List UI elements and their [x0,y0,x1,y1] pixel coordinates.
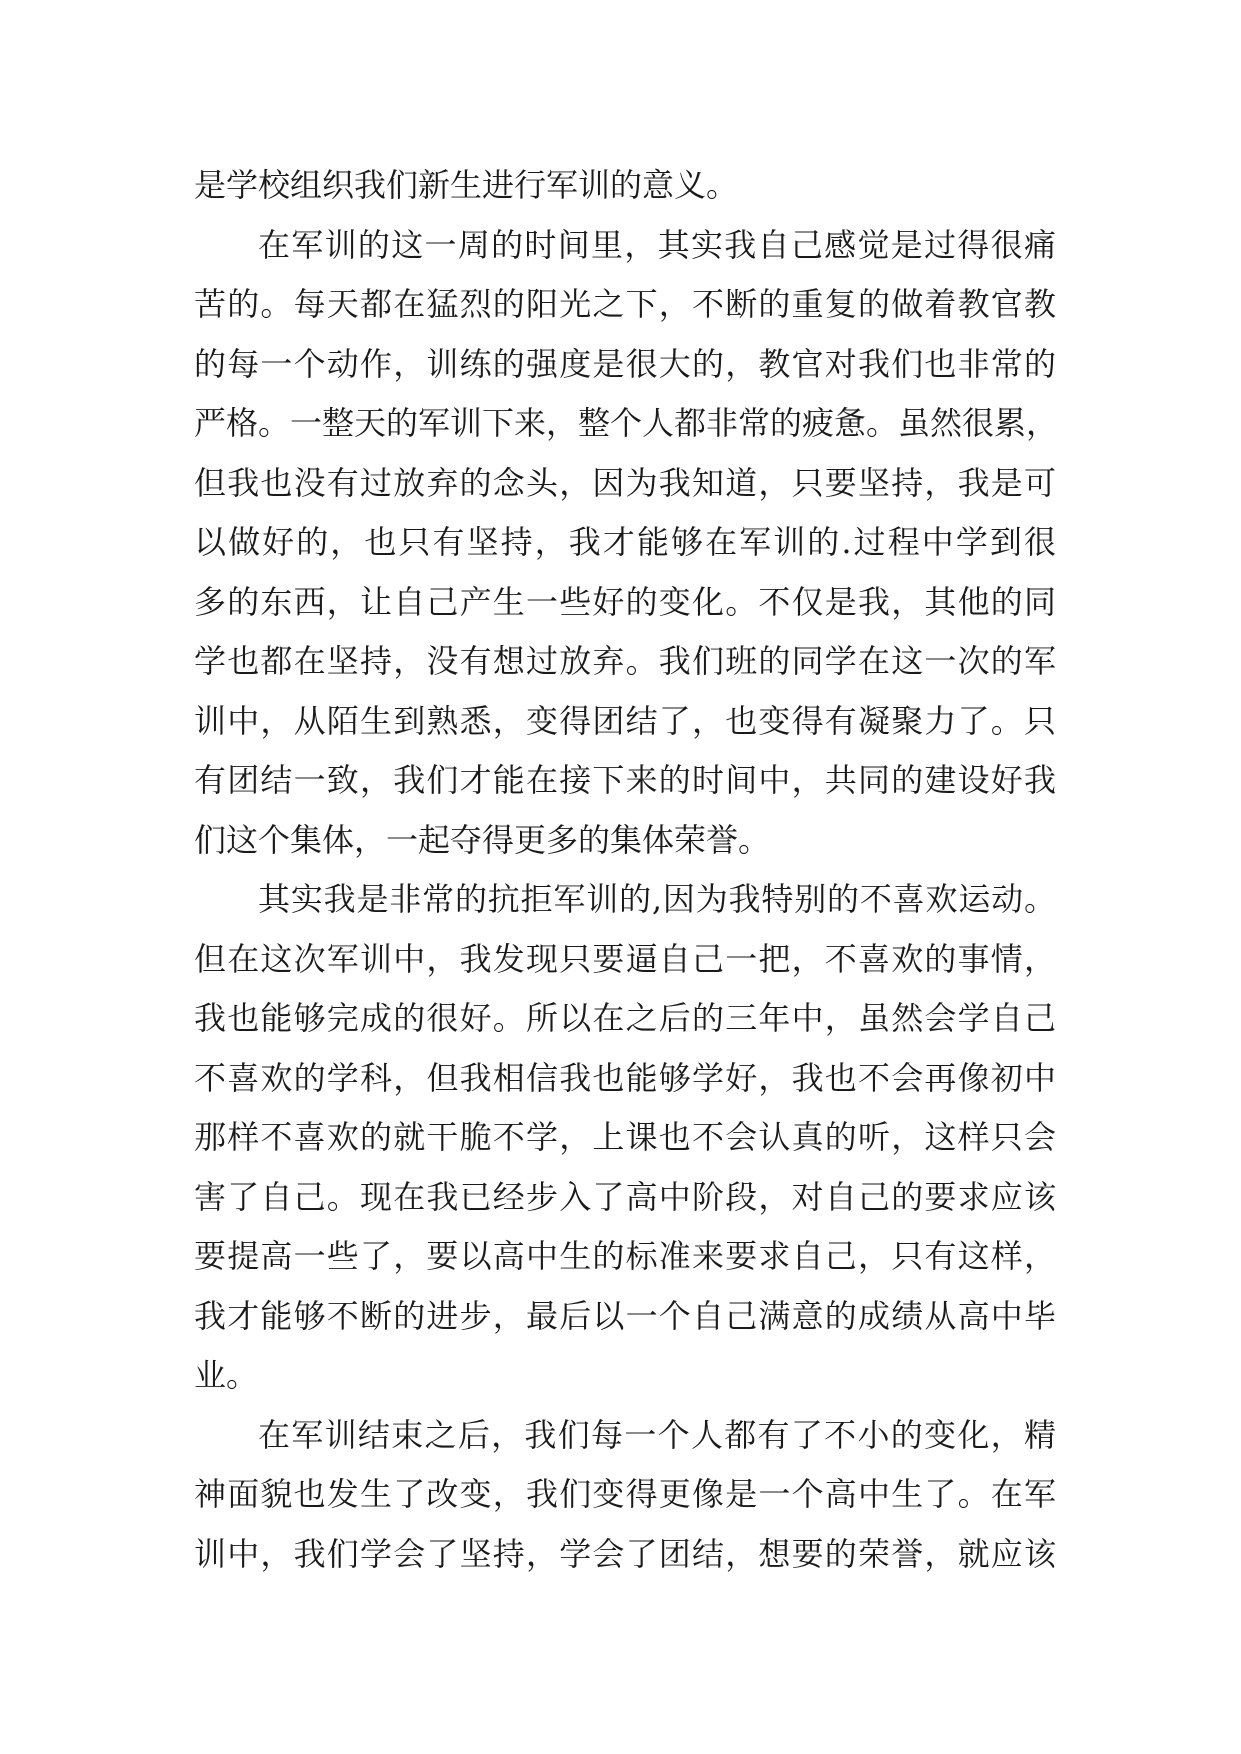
text-line: 训中，从陌生到熟悉，变得团结了，也变得有凝聚力了。只 [194,701,1056,740]
text-line: 多的东西，让自己产生一些好的变化。不仅是我，其他的同 [194,582,1056,621]
text-line: 在军训结束之后，我们每一个人都有了不小的变化，精 [258,1415,1056,1454]
text-line: 们这个集体，一起夺得更多的集体荣誉。 [194,820,771,859]
text-line: 在军训的这一周的时间里，其实我自己感觉是过得很痛 [258,225,1056,264]
text-line: 神面貌也发生了改变，我们变得更像是一个高中生了。在军 [194,1475,1056,1513]
text-line: 的每一个动作，训练的强度是很大的，教官对我们也非常的 [194,344,1056,383]
text-line: 严格。一整天的军训下来，整个人都非常的疲惫。虽然很累， [194,404,1059,442]
text-line: 是学校组织我们新生进行军训的意义。 [194,166,739,204]
text-line: 但在这次军训中，我发现只要逼自己一把，不喜欢的事情， [194,939,1056,978]
body-text [194,156,1059,1584]
text-line: 那样不喜欢的就干脆不学，上课也不会认真的听，这样只会 [194,1118,1056,1156]
text-line: 但我也没有过放弃的念头，因为我知道，只要坚持，我是可 [194,463,1056,502]
text-line: 有团结一致，我们才能在接下来的时间中，共同的建设好我 [194,761,1056,799]
text-line: 害了自己。现在我已经步入了高中阶段，对自己的要求应该 [194,1177,1056,1216]
text-line: 要提高一些了，要以高中生的标准来要求自己，只有这样， [194,1237,1056,1275]
text-line: 其实我是非常的抗拒军训的,因为我特别的不喜欢运动。 [258,880,1056,918]
text-line: 我也能够完成的很好。所以在之后的三年中，虽然会学自己 [194,999,1056,1037]
text-line: 学也都在坚持，没有想过放弃。我们班的同学在这一次的军 [194,642,1056,680]
text-line: 我才能够不断的进步，最后以一个自己满意的成绩从高中毕 [194,1296,1056,1335]
text-line: 以做好的，也只有坚持，我才能够在军训的.过程中学到很 [194,523,1056,561]
text-line: 不喜欢的学科，但我相信我也能够学好，我也不会再像初中 [194,1058,1056,1097]
text-line: 训中，我们学会了坚持，学会了团结，想要的荣誉，就应该 [194,1534,1056,1573]
text-line: 业。 [194,1356,259,1394]
text-line: 苦的。每天都在猛烈的阳光之下，不断的重复的做着教官教 [194,285,1056,323]
